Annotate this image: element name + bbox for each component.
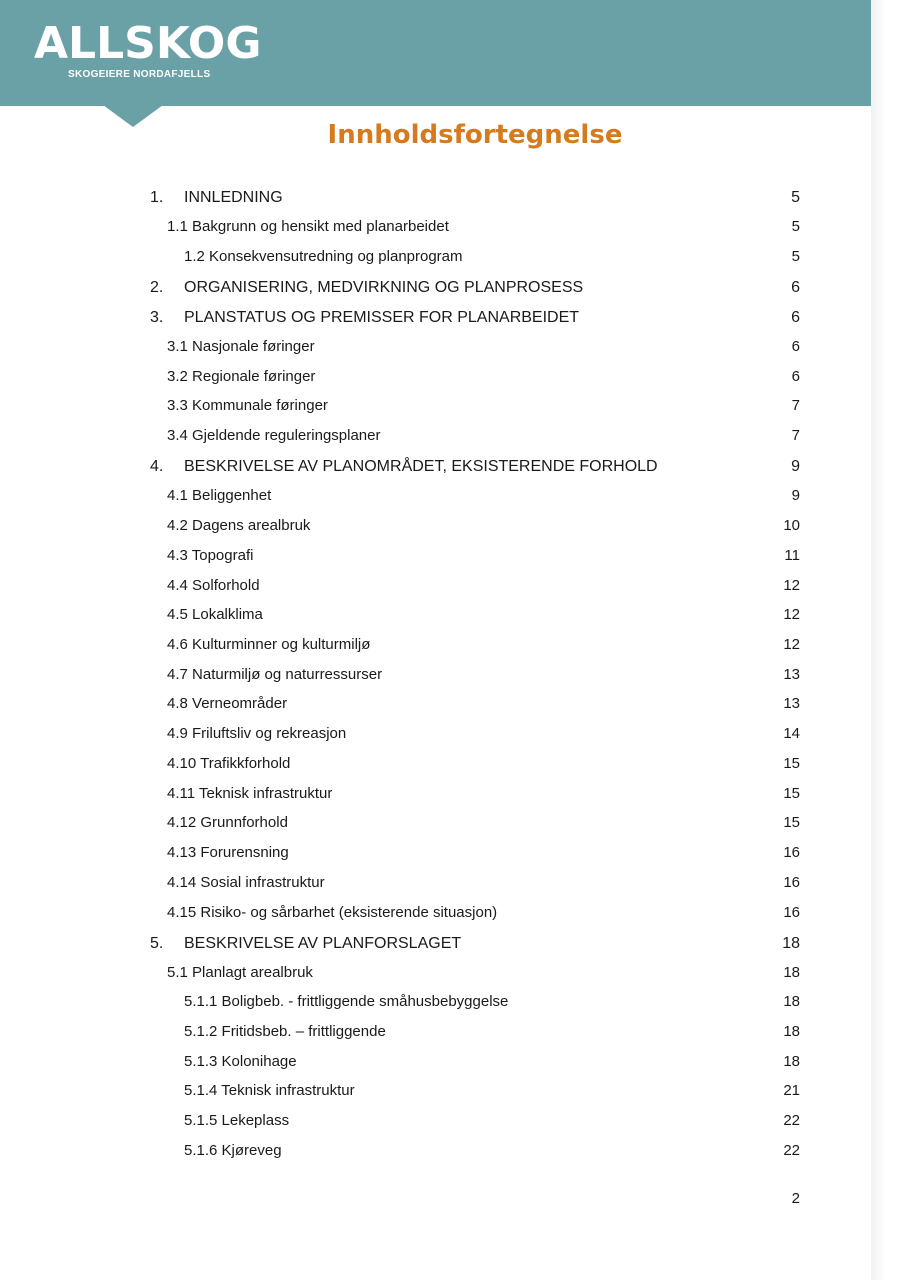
toc-entry[interactable] bbox=[0, 1110, 800, 1132]
toc-entry-text: 5.1 Planlagt arealbruk bbox=[167, 964, 313, 981]
toc-entry[interactable] bbox=[0, 307, 800, 329]
toc-entry-text: 4.3 Topografi bbox=[167, 547, 254, 564]
toc-entry-page: 15 bbox=[783, 814, 800, 831]
toc-entry[interactable] bbox=[0, 277, 800, 299]
toc-entry-text: 4.4 Solforhold bbox=[167, 577, 260, 594]
toc-entry-page: 6 bbox=[791, 279, 800, 296]
toc-entry-page: 16 bbox=[783, 904, 800, 921]
toc-entry-text: 4.1 Beliggenhet bbox=[167, 487, 272, 504]
toc-entry[interactable] bbox=[0, 187, 800, 209]
toc-entry-text: 3.2 Regionale føringer bbox=[167, 368, 316, 385]
toc-entry-text: 4.5 Lokalklima bbox=[167, 606, 263, 623]
toc-entry-number: 2. bbox=[150, 279, 164, 296]
toc-entry-text: 5.1.6 Kjøreveg bbox=[184, 1142, 282, 1159]
toc-entry[interactable] bbox=[0, 575, 800, 597]
toc-entry-text: 4.13 Forurensning bbox=[167, 844, 289, 861]
toc-entry-number: 4. bbox=[150, 458, 164, 475]
toc-entry-text: 3.4 Gjeldende reguleringsplaner bbox=[167, 427, 381, 444]
toc-entry-text: 5.1.3 Kolonihage bbox=[184, 1053, 297, 1070]
toc-entry[interactable] bbox=[0, 216, 800, 238]
logo-subtitle: SKOGEIERE NORDAFJELLS bbox=[68, 69, 211, 80]
toc-entry-page: 6 bbox=[791, 309, 800, 326]
toc-entry-page: 18 bbox=[783, 993, 800, 1010]
toc-entry-page: 5 bbox=[791, 248, 800, 265]
toc-entry[interactable] bbox=[0, 842, 800, 864]
toc-entry[interactable] bbox=[0, 366, 800, 388]
toc-entry-number: 1. bbox=[150, 189, 164, 206]
toc-entry[interactable] bbox=[0, 902, 800, 924]
toc-entry[interactable] bbox=[0, 485, 800, 507]
toc-entry[interactable] bbox=[0, 753, 800, 775]
toc-entry-text: 4.7 Naturmiljø og naturressurser bbox=[167, 666, 383, 683]
toc-entry[interactable] bbox=[0, 723, 800, 745]
page-edge bbox=[871, 0, 908, 1280]
toc-entry-number: 5. bbox=[150, 935, 164, 952]
toc-entry-page: 15 bbox=[783, 755, 800, 772]
toc-entry-text: ORGANISERING, MEDVIRKNING OG PLANPROSESS bbox=[184, 279, 584, 296]
toc-entry-text: 5.1.4 Teknisk infrastruktur bbox=[184, 1082, 355, 1099]
page-title: Innholdsfortegnelse bbox=[327, 120, 623, 150]
toc-entry[interactable] bbox=[0, 664, 800, 686]
toc-entry-text: 5.1.1 Boligbeb. - frittliggende småhusbebyggelse bbox=[184, 993, 509, 1010]
toc-entry[interactable] bbox=[0, 1051, 800, 1073]
toc-entry-page: 16 bbox=[783, 874, 800, 891]
toc-entry-page: 7 bbox=[791, 397, 800, 414]
toc-entry-text: INNLEDNING bbox=[184, 189, 283, 206]
toc-entry[interactable] bbox=[0, 545, 800, 567]
toc-entry-text: 4.6 Kulturminner og kulturmiljø bbox=[167, 636, 371, 653]
toc-entry-text: 4.15 Risiko- og sårbarhet (eksisterende situasjon) bbox=[167, 904, 498, 921]
toc-entry[interactable] bbox=[0, 634, 800, 656]
toc-entry-page: 22 bbox=[783, 1112, 800, 1129]
toc-entry-text: PLANSTATUS OG PREMISSER FOR PLANARBEIDET bbox=[184, 309, 580, 326]
toc-entry[interactable] bbox=[0, 604, 800, 626]
toc-entry-text: 4.10 Trafikkforhold bbox=[167, 755, 291, 772]
toc-entry-page: 15 bbox=[783, 785, 800, 802]
toc-entry[interactable] bbox=[0, 812, 800, 834]
toc-entry-page: 9 bbox=[791, 458, 800, 475]
toc-entry[interactable] bbox=[0, 336, 800, 358]
toc-entry-page: 13 bbox=[783, 666, 800, 683]
toc-entry-text: 1.2 Konsekvensutredning og planprogram bbox=[184, 248, 463, 265]
toc-entry-page: 18 bbox=[783, 1053, 800, 1070]
toc-entry[interactable] bbox=[0, 515, 800, 537]
toc-entry[interactable] bbox=[0, 872, 800, 894]
toc-entry[interactable] bbox=[0, 395, 800, 417]
toc-entry-text: 4.2 Dagens arealbruk bbox=[167, 517, 311, 534]
toc-entry-text: 4.12 Grunnforhold bbox=[167, 814, 288, 831]
toc-entry-page: 6 bbox=[791, 368, 800, 385]
toc-entry[interactable] bbox=[0, 1021, 800, 1043]
toc-entry-text: 1.1 Bakgrunn og hensikt med planarbeidet bbox=[167, 218, 449, 235]
toc-entry[interactable] bbox=[0, 693, 800, 715]
toc-entry-page: 12 bbox=[783, 577, 800, 594]
toc-entry-text: BESKRIVELSE AV PLANOMRÅDET, EKSISTERENDE FORHOLD bbox=[184, 458, 658, 475]
toc-entry-page: 6 bbox=[791, 338, 800, 355]
toc-entry-text: 3.3 Kommunale føringer bbox=[167, 397, 328, 414]
toc-entry[interactable] bbox=[0, 246, 800, 268]
toc-entry[interactable] bbox=[0, 962, 800, 984]
toc-entry-page: 5 bbox=[791, 218, 800, 235]
toc-entry[interactable] bbox=[0, 1080, 800, 1102]
toc-entry-page: 12 bbox=[783, 606, 800, 623]
toc-entry-page: 12 bbox=[783, 636, 800, 653]
toc-entry[interactable] bbox=[0, 991, 800, 1013]
logo: ALLSKOG bbox=[34, 18, 262, 69]
toc-entry-page: 18 bbox=[783, 964, 800, 981]
toc-entry-page: 18 bbox=[783, 1023, 800, 1040]
toc-entry[interactable] bbox=[0, 1140, 800, 1162]
toc-entry-page: 21 bbox=[783, 1082, 800, 1099]
toc-entry[interactable] bbox=[0, 933, 800, 955]
toc-entry-page: 10 bbox=[783, 517, 800, 534]
toc-entry-page: 11 bbox=[784, 547, 800, 564]
toc-entry-text: 4.11 Teknisk infrastruktur bbox=[167, 785, 333, 802]
toc-entry-text: 3.1 Nasjonale føringer bbox=[167, 338, 315, 355]
toc-entry-page: 7 bbox=[791, 427, 800, 444]
toc-entry-page: 18 bbox=[782, 935, 800, 952]
toc-entry[interactable] bbox=[0, 425, 800, 447]
toc-entry-page: 5 bbox=[791, 189, 800, 206]
toc-entry-text: 5.1.5 Lekeplass bbox=[184, 1112, 290, 1129]
toc-entry-page: 9 bbox=[791, 487, 800, 504]
toc-entry[interactable] bbox=[0, 456, 800, 478]
toc-entry-page: 22 bbox=[783, 1142, 800, 1159]
toc-entry-text: BESKRIVELSE AV PLANFORSLAGET bbox=[184, 935, 462, 952]
page-number: 2 bbox=[791, 1190, 800, 1207]
toc-entry-page: 13 bbox=[783, 695, 800, 712]
toc-entry-page: 16 bbox=[783, 844, 800, 861]
toc-entry-text: 4.9 Friluftsliv og rekreasjon bbox=[167, 725, 347, 742]
toc-entry[interactable] bbox=[0, 783, 800, 805]
toc-entry-text: 4.8 Verneområder bbox=[167, 695, 288, 712]
toc-entry-text: 4.14 Sosial infrastruktur bbox=[167, 874, 325, 891]
toc-entry-page: 14 bbox=[783, 725, 800, 742]
toc-entry-text: 5.1.2 Fritidsbeb. – frittliggende bbox=[184, 1023, 386, 1040]
toc-entry-number: 3. bbox=[150, 309, 164, 326]
